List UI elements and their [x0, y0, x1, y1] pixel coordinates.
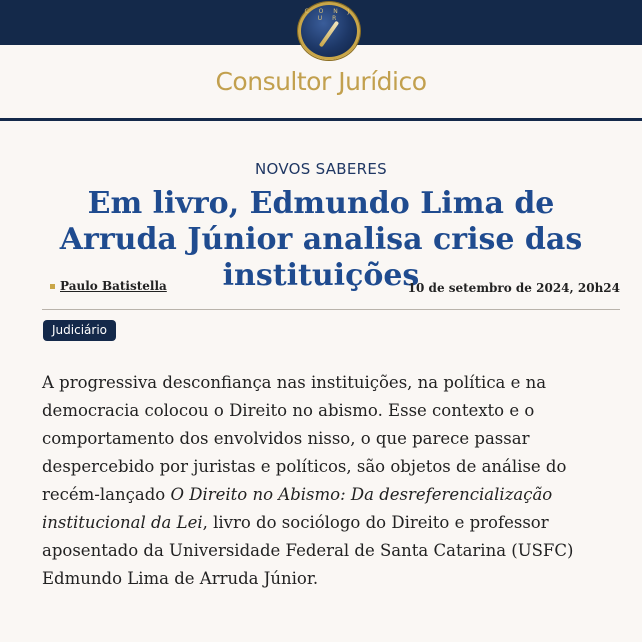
header-divider	[0, 118, 642, 121]
quill-icon	[319, 21, 339, 48]
article-headline: Em livro, Edmundo Lima de Arruda Júnior analisa crise das instituições	[59, 186, 583, 293]
site-brand[interactable]: Consultor Jurídico	[215, 67, 427, 96]
bullet-icon	[50, 284, 55, 289]
article-kicker[interactable]: NOVOS SABERES	[254, 160, 387, 178]
byline-divider	[42, 309, 620, 310]
article-body	[42, 369, 602, 593]
logo-letters: C O N J U R	[304, 8, 354, 22]
byline	[50, 279, 167, 293]
body-part-2: , livro do sociólogo do Direito e professor aposentado da Universidade Federal de Santa Catarina (USFC) Edmundo Lima de Arruda Júnior.	[42, 513, 574, 588]
publish-date: 10 de setembro de 2024, 20h24	[407, 281, 620, 295]
book-title: O Direito no Abismo: Da desreferencialização institucional da Lei	[42, 485, 553, 532]
category-tag[interactable]: Judiciário	[43, 320, 116, 341]
conjur-logo-icon[interactable]	[298, 2, 360, 60]
author-link[interactable]: Paulo Batistella	[60, 279, 167, 293]
body-part-1: A progressiva desconfiança nas instituições, na política e na democracia colocou o Direito no abismo. Esse contexto e o comportamento dos envolvidos nisso, o que parece passar despercebido por juristas e políticos, são objetos de análise do recém-lançado	[42, 373, 567, 504]
